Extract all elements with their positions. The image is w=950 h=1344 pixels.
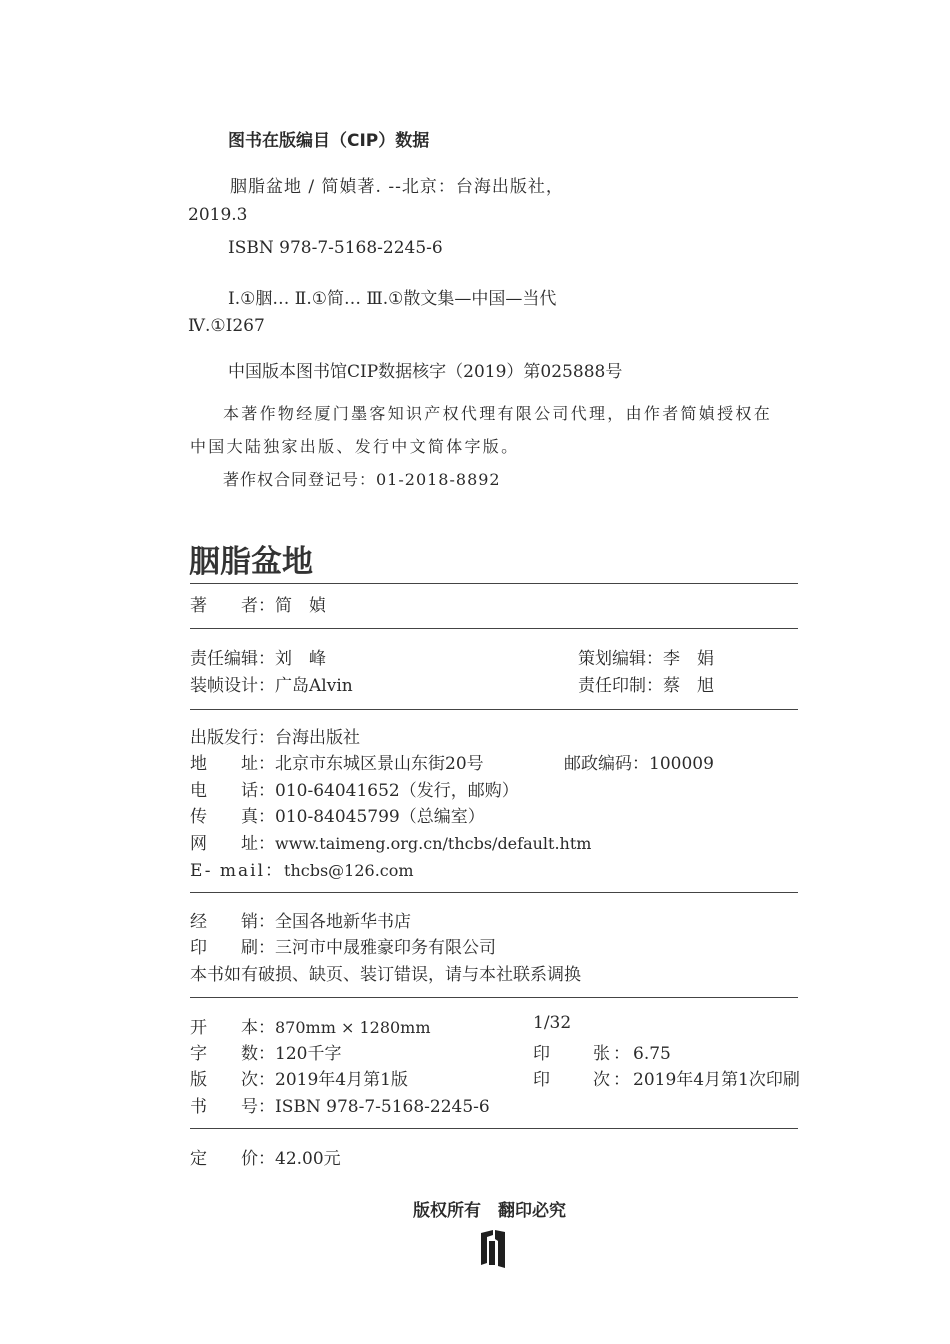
printing-label: 印 次： xyxy=(533,1070,633,1090)
divider xyxy=(190,997,798,998)
postcode-value: 100009 xyxy=(649,754,714,774)
divider xyxy=(190,709,798,710)
edition-value: 2019年4月第1版 xyxy=(275,1070,408,1090)
printer-value: 三河市中晟雅豪印务有限公司 xyxy=(275,938,496,958)
word-count-label: 字 数： xyxy=(190,1044,275,1064)
edition-label: 版 次： xyxy=(190,1070,275,1090)
cip-isbn: ISBN 978-7-5168-2245-6 xyxy=(228,238,443,258)
cip-classification-1: Ⅰ.①胭… Ⅱ.①简… Ⅲ.①散文集—中国—当代 xyxy=(228,289,557,309)
book-number-row xyxy=(190,1092,490,1117)
email-label: E- mail： xyxy=(190,861,285,881)
author-label: 著 者： xyxy=(190,596,275,616)
responsible-editor-row xyxy=(190,644,326,669)
cip-record-number: 中国版本图书馆CIP数据核字（2019）第025888号 xyxy=(228,362,623,382)
cover-design-label: 装帧设计： xyxy=(190,676,275,696)
publisher-logo-icon xyxy=(478,1229,508,1269)
email-row xyxy=(190,856,414,881)
author-value: 简 媜 xyxy=(275,596,326,616)
website-label: 网 址： xyxy=(190,834,275,854)
cover-design-row xyxy=(190,671,353,696)
print-supervisor-value: 蔡 旭 xyxy=(663,676,714,696)
cip-classification-2: Ⅳ.①I267 xyxy=(188,316,265,336)
responsible-editor-value: 刘 峰 xyxy=(275,649,326,669)
divider xyxy=(190,583,798,584)
postcode-row xyxy=(564,749,714,774)
publisher-row xyxy=(190,723,360,748)
printing-row xyxy=(533,1065,800,1090)
rights-statement-line1: 本著作物经厦门墨客知识产权代理有限公司代理，由作者简媜授权在 xyxy=(223,404,773,423)
website-value: www.taimeng.org.cn/thcbs/default.htm xyxy=(275,834,592,853)
copyright-notice: 版权所有 翻印必究 xyxy=(413,1201,566,1221)
postcode-label: 邮政编码： xyxy=(564,754,649,774)
distributor-value: 全国各地新华书店 xyxy=(275,912,411,932)
author-row xyxy=(190,591,326,616)
phone-label: 电 话： xyxy=(190,781,275,801)
distributor-label: 经 销： xyxy=(190,912,275,932)
fold-value: 1/32 xyxy=(533,1013,572,1033)
cip-year: 2019.3 xyxy=(188,205,248,225)
phone-value: 010-64041652（发行，邮购） xyxy=(275,781,519,801)
address-label: 地 址： xyxy=(190,754,275,774)
publisher-value: 台海出版社 xyxy=(275,728,360,748)
address-row xyxy=(190,749,484,774)
divider xyxy=(190,1128,798,1129)
planning-editor-label: 策划编辑： xyxy=(578,649,663,669)
responsible-editor-label: 责任编辑： xyxy=(190,649,275,669)
copyright-contract-number: 著作权合同登记号：01-2018-8892 xyxy=(223,470,501,489)
publisher-label: 出版发行： xyxy=(190,728,275,748)
book-title: 胭脂盆地 xyxy=(189,544,313,580)
address-value: 北京市东城区景山东街20号 xyxy=(275,754,484,774)
distributor-row xyxy=(190,907,411,932)
fax-value: 010-84045799（总编室） xyxy=(275,807,485,827)
word-count-value: 120千字 xyxy=(275,1044,342,1064)
print-sheets-value: 6.75 xyxy=(633,1044,671,1064)
cip-heading: 图书在版编目（CIP）数据 xyxy=(228,131,430,151)
printing-value: 2019年4月第1次印刷 xyxy=(633,1070,800,1090)
rights-statement-line2: 中国大陆独家出版、发行中文简体字版。 xyxy=(190,437,520,456)
book-number-value: ISBN 978-7-5168-2245-6 xyxy=(275,1097,490,1117)
phone-row xyxy=(190,776,519,801)
planning-editor-value: 李 娟 xyxy=(663,649,714,669)
format-row xyxy=(190,1013,431,1038)
planning-editor-row xyxy=(578,644,714,669)
printer-row xyxy=(190,933,496,958)
price-row xyxy=(190,1144,341,1169)
cip-bibliographic-line: 胭脂盆地 / 简媜著. --北京：台海出版社， xyxy=(230,177,564,197)
divider xyxy=(190,628,798,629)
print-supervisor-row xyxy=(578,671,714,696)
price-label: 定 价： xyxy=(190,1149,275,1169)
print-supervisor-label: 责任印制： xyxy=(578,676,663,696)
fax-label: 传 真： xyxy=(190,807,275,827)
print-sheets-row xyxy=(533,1039,671,1064)
damage-notice: 本书如有破损、缺页、装订错误，请与本社联系调换 xyxy=(190,965,581,985)
printer-label: 印 刷： xyxy=(190,938,275,958)
format-label: 开 本： xyxy=(190,1018,275,1038)
book-number-label: 书 号： xyxy=(190,1097,275,1117)
price-value: 42.00元 xyxy=(275,1149,341,1169)
edition-row xyxy=(190,1065,408,1090)
website-row xyxy=(190,829,591,854)
format-value: 870mm × 1280mm xyxy=(275,1018,431,1037)
cover-design-value: 广岛Alvin xyxy=(275,676,353,696)
print-sheets-label: 印 张： xyxy=(533,1044,633,1064)
fax-row xyxy=(190,802,485,827)
email-value: thcbs@126.com xyxy=(284,861,414,880)
divider xyxy=(190,892,798,893)
word-count-row xyxy=(190,1039,341,1064)
